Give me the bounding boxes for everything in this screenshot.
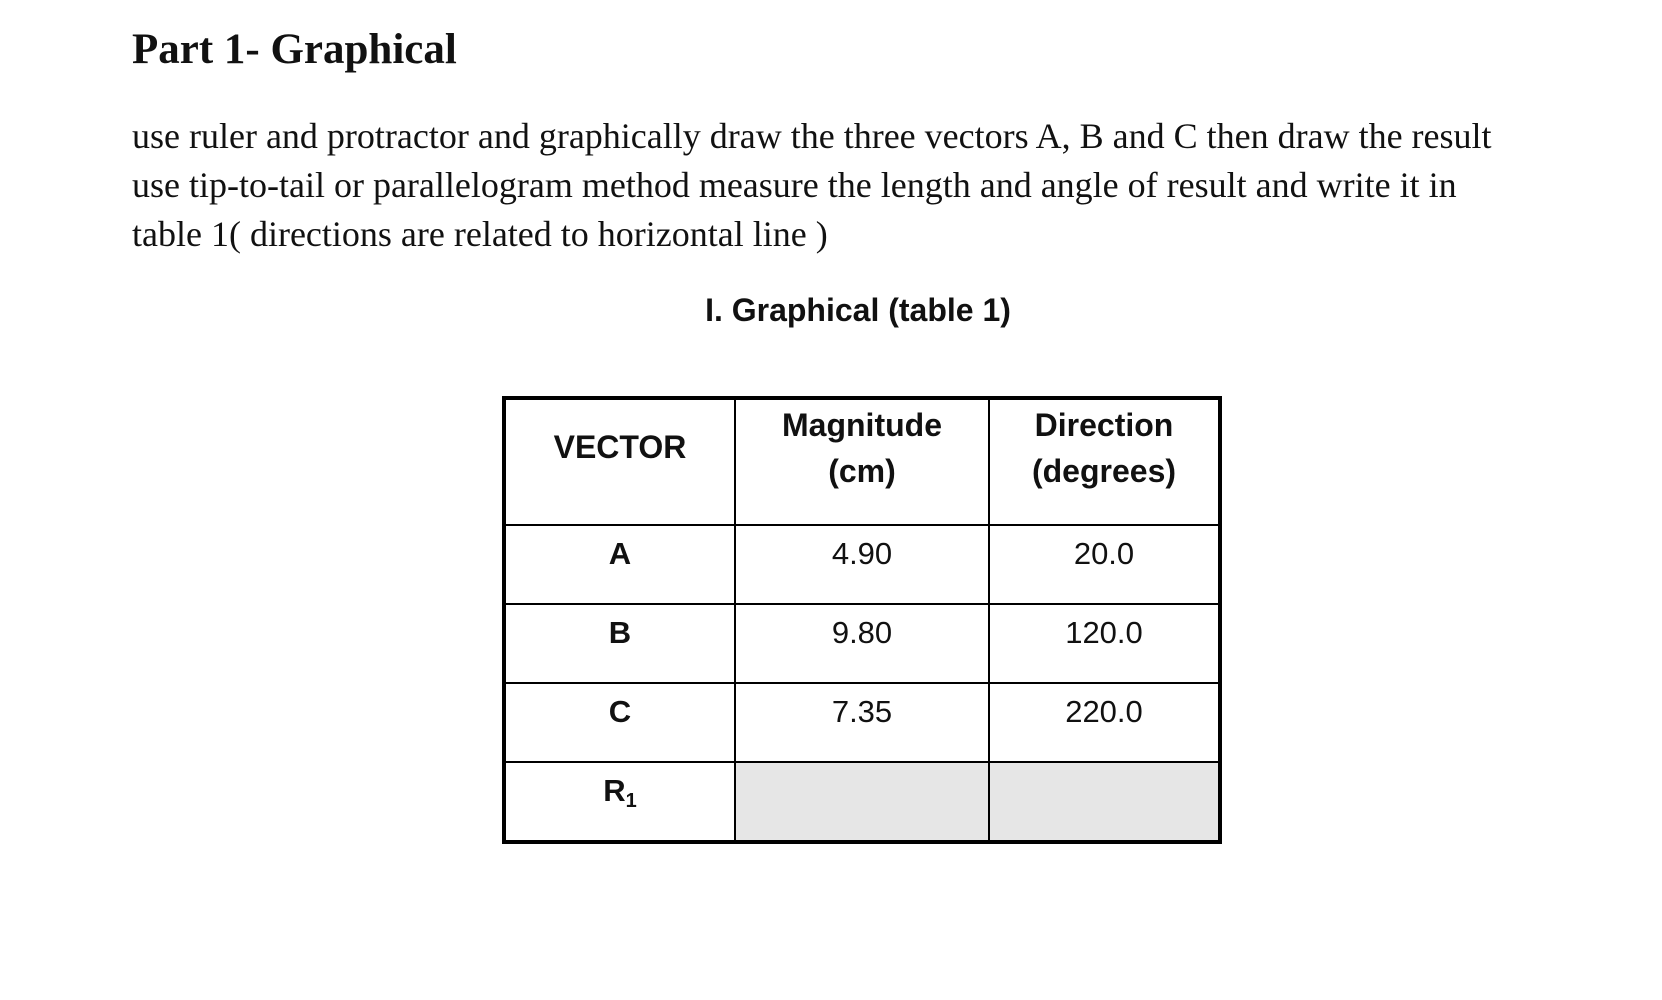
instructions-paragraph <box>132 112 1572 259</box>
table-title: I. Graphical (table 1) <box>705 292 1011 328</box>
vector-label-c: C <box>504 683 735 762</box>
vector-label-a: A <box>504 525 735 604</box>
table-row-b <box>504 604 1220 683</box>
table-header-row <box>504 398 1220 525</box>
magnitude-c: 7.35 <box>735 683 989 762</box>
table-row-a <box>504 525 1220 604</box>
instructions-line: use ruler and protractor and graphically draw the three vectors A, B and C then draw the result <box>132 116 1492 156</box>
direction-a: 20.0 <box>989 525 1220 604</box>
header-direction: Direction (degrees) <box>989 398 1220 525</box>
table-row-c <box>504 683 1220 762</box>
magnitude-b: 9.80 <box>735 604 989 683</box>
magnitude-a: 4.90 <box>735 525 989 604</box>
direction-c: 220.0 <box>989 683 1220 762</box>
table-row-r1 <box>504 762 1220 842</box>
page-heading: Part 1- Graphical <box>132 26 457 73</box>
direction-r1-blank[interactable] <box>989 762 1220 842</box>
vector-label-b: B <box>504 604 735 683</box>
vector-label-r1: $R_1$ <box>504 762 735 842</box>
header-vector: VECTOR <box>504 398 735 525</box>
direction-b: 120.0 <box>989 604 1220 683</box>
header-magnitude: Magnitude (cm) <box>735 398 989 525</box>
vector-table <box>502 396 1222 844</box>
instructions-line: use tip-to-tail or parallelogram method measure the length and angle of result and write it in <box>132 165 1457 205</box>
magnitude-r1-blank[interactable] <box>735 762 989 842</box>
instructions-line: table 1( directions are related to horizontal line ) <box>132 214 828 254</box>
